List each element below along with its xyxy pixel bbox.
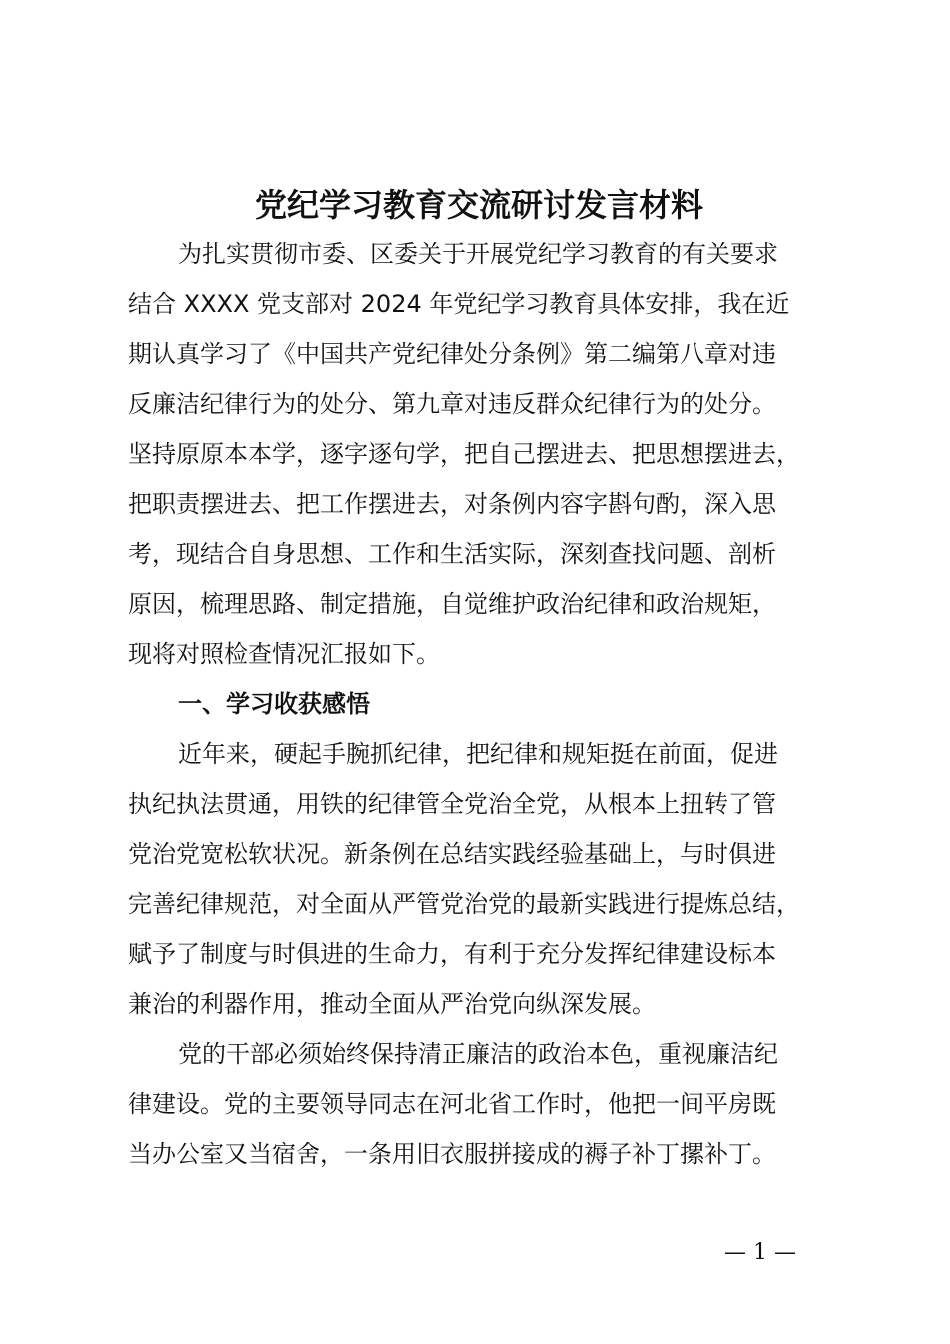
paragraph-3-line-3: 当办公室又当宿舍，一条用旧衣服拼接成的褥子补丁摞补丁。 xyxy=(128,1140,776,1168)
paragraph-2-line-1: 近年来，硬起手腕抓纪律，把纪律和规矩挺在前面，促进 xyxy=(178,740,778,768)
paragraph-2-line-6: 兼治的利器作用，推动全面从严治党向纵深发展。 xyxy=(128,990,656,1018)
document-title: 党纪学习教育交流研讨发言材料 xyxy=(254,186,703,224)
paragraph-1-line-3: 期认真学习了《中国共产党纪律处分条例》第二编第八章对违 xyxy=(128,340,776,368)
paragraph-1-line-7: 考，现结合自身思想、工作和生活实际，深刻查找问题、剖析 xyxy=(128,540,776,568)
paragraph-2-line-2: 执纪执法贯通，用铁的纪律管全党治全党，从根本上扭转了管 xyxy=(128,790,776,818)
paragraph-1-line-8: 原因，梳理思路、制定措施，自觉维护政治纪律和政治规矩， xyxy=(128,590,776,618)
paragraph-3-line-2: 律建设。党的主要领导同志在河北省工作时，他把一间平房既 xyxy=(128,1090,776,1118)
paragraph-1-line-2: 结合 XXXX 党支部对 2024 年党纪学习教育具体安排，我在近 xyxy=(128,290,790,318)
paragraph-3-line-1: 党的干部必须始终保持清正廉洁的政治本色，重视廉洁纪 xyxy=(178,1040,778,1068)
paragraph-2-line-5: 赋予了制度与时俱进的生命力，有利于充分发挥纪律建设标本 xyxy=(128,940,776,968)
paragraph-2-line-3: 党治党宽松软状况。新条例在总结实践经验基础上，与时俱进 xyxy=(128,840,776,868)
paragraph-1-line-4: 反廉洁纪律行为的处分、第九章对违反群众纪律行为的处分。 xyxy=(128,390,776,418)
paragraph-1-line-9: 现将对照检查情况汇报如下。 xyxy=(128,640,440,668)
paragraph-1-line-5: 坚持原原本本学，逐字逐句学，把自己摆进去、把思想摆进去， xyxy=(128,440,800,468)
section-heading-1: 一、学习收获感悟 xyxy=(178,690,370,718)
paragraph-1-line-1: 为扎实贯彻市委、区委关于开展党纪学习教育的有关要求 xyxy=(178,240,778,268)
paragraph-1-line-6: 把职责摆进去、把工作摆进去，对条例内容字斟句酌，深入思 xyxy=(128,490,776,518)
paragraph-2-line-4: 完善纪律规范，对全面从严管党治党的最新实践进行提炼总结， xyxy=(128,890,800,918)
page-number: — 1 — xyxy=(724,1240,796,1265)
